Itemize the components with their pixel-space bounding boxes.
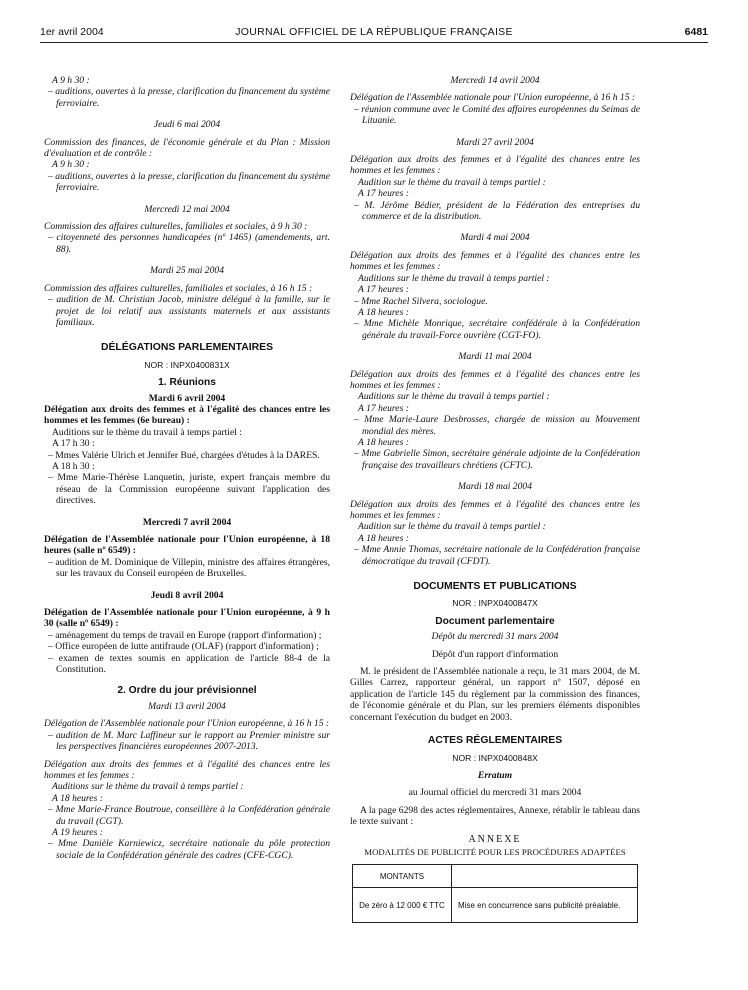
nor-reference: NOR : INPX0400847X (452, 598, 538, 609)
date-heading: Mardi 11 mai 2004 (458, 351, 532, 363)
section-title: ACTES RÉGLEMENTAIRES (427, 735, 563, 747)
time-line: A 18 heures : (52, 792, 103, 804)
erratum-subtitle: au Journal officiel du mercredi 31 mars 2004 (408, 787, 582, 799)
subsection-title: 1. Réunions (158, 377, 216, 389)
agenda-item: – audition de M. Dominique de Villepin, ministre des affaires étrangères, sur les travaux du Conseil européen de Bruxelles. (48, 556, 330, 580)
right-column (350, 75, 640, 923)
time-line: A 18 heures : (358, 306, 409, 318)
time-line: A 9 h 30 : (52, 75, 90, 86)
delegation-line: Délégation de l'Assemblée nationale pour l'Union européenne, à 16 h 15 : (44, 718, 330, 730)
delegation-line: Délégation de l'Assemblée nationale pour l'Union européenne, à 18 heures (salle nº 6549) : (44, 534, 330, 557)
subsection-title: 2. Ordre du jour prévisionnel (117, 685, 257, 697)
agenda-item: – Mme Gabrielle Simon, secrétaire générale adjointe de la Confédération française des travailleurs chrétiens (CFTC). (354, 448, 640, 471)
time-line: A 19 heures : (52, 826, 103, 838)
agenda-item: – Mme Rachel Silvera, sociologue. (354, 295, 488, 307)
agenda-item: – Mmes Valérie Ulrich et Jennifer Bué, chargées d'études à la DARES. (48, 449, 320, 461)
page-header (40, 26, 708, 43)
delegation-line: Délégation aux droits des femmes et à l'égalité des chances entre les hommes et les femmes (6e bureau) : (44, 403, 330, 427)
date-heading: Mercredi 12 mai 2004 (144, 203, 230, 215)
committee-line: Commission des affaires culturelles, familiales et sociales, à 16 h 15 : (44, 282, 313, 294)
date-heading: Mercredi 7 avril 2004 (142, 516, 232, 528)
time-line: A 17 h 30 : (52, 438, 95, 450)
section-title: DÉLÉGATIONS PARLEMENTAIRES (100, 342, 274, 354)
topic-line: Auditions sur le thème du travail à temps partiel : (358, 391, 550, 403)
date-heading: Mercredi 14 avril 2004 (450, 75, 540, 86)
subsection-title: Document parlementaire (435, 615, 555, 627)
date-heading: Mardi 4 mai 2004 (460, 232, 530, 244)
header-date: 1er avril 2004 (40, 26, 104, 38)
erratum-title: Erratum (477, 769, 513, 781)
agenda-item: – aménagement du temps de travail en Europe (rapport d'information) ; (48, 629, 322, 641)
agenda-item: – Mme Marie-France Boutroue, conseillère à la Confédération générale du travail (CGT). (48, 804, 330, 827)
annexe-title: ANNEXE (468, 833, 522, 845)
agenda-item: – M. Jérôme Bédier, président de la Fédération des entreprises du commerce et de la distribution. (354, 199, 640, 223)
page-number: 6481 (684, 26, 708, 38)
delegation-line: Délégation aux droits des femmes et à l'égalité des chances entre les hommes et les femmes : (350, 154, 640, 177)
delegation-line: Délégation de l'Assemblée nationale pour l'Union européenne, à 9 h 30 (salle nº 6549) : (44, 607, 330, 630)
topic-line: Auditions sur le thème du travail à temps partiel : (52, 781, 244, 793)
time-line: A 17 heures : (358, 402, 409, 414)
topic-line: Auditions sur le thème du travail à temps partiel : (358, 272, 550, 284)
agenda-item: – réunion commune avec le Comité des affaires européennes du Seimas de Lituanie. (354, 103, 640, 127)
table-header-amount: MONTANTS (353, 865, 452, 888)
committee-line: Commission des finances, de l'économie générale et du Plan : Mission d'évaluation et de contrôle : (44, 136, 330, 160)
header-title: JOURNAL OFFICIEL DE LA RÉPUBLIQUE FRANÇAISE (235, 26, 513, 38)
agenda-item: – Mme Marie-Laure Desbrosses, chargée de mission au Mouvement mondial des mères. (354, 414, 640, 437)
agenda-item: – examen de textes soumis en application de l'article 88-4 de la Constitution. (48, 652, 330, 676)
table-cell-amount: De zéro à 12 000 € TTC (353, 888, 452, 923)
delegation-line: Délégation aux droits des femmes et à l'égalité des chances entre les hommes et les femmes : (350, 249, 640, 273)
time-line: A 18 heures : (358, 436, 409, 448)
annexe-subtitle: MODALITÉS DE PUBLICITÉ POUR LES PROCÉDURES ADAPTÉES (364, 846, 626, 857)
deposit-text: M. le président de l'Assemblée nationale a reçu, le 31 mars 2004, de M. Gilles Carrez, rapporteur général, un rapport nº 1507, déposé en application de l'article 145 du règlement par la commission des finances, de l'économie générale et du Plan, sur les premiers éléments disponibles concernant l'exécution du budget en 2003. (350, 666, 640, 723)
erratum-text: A la page 6298 des actes réglementaires, Annexe, rétablir le tableau dans le texte suivant : (350, 804, 640, 828)
delegation-line: Délégation de l'Assemblée nationale pour l'Union européenne, à 16 h 15 : (350, 92, 636, 104)
agenda-item: – auditions, ouvertes à la presse, clarification du financement du système ferroviaire. (48, 170, 330, 194)
time-line: A 18 heures : (358, 532, 409, 544)
time-line: A 17 heures : (358, 188, 409, 200)
date-heading: Jeudi 6 mai 2004 (153, 119, 221, 131)
table-header-empty (452, 865, 638, 888)
agenda-item: – Mme Michèle Monrique, secrétaire confédérale à la Confédération générale du travail-Force ouvrière (CGT-FO). (354, 318, 640, 341)
topic-line: Audition sur le thème du travail à temps partiel : (358, 176, 546, 188)
time-line: A 18 h 30 : (52, 460, 95, 472)
delegation-line: Délégation aux droits des femmes et à l'égalité des chances entre les hommes et les femmes : (350, 368, 640, 391)
date-heading: Mardi 18 mai 2004 (458, 481, 532, 493)
nor-reference: NOR : INPX0400848X (452, 752, 538, 763)
agenda-item: – Office européen de lutte antifraude (OLAF) (rapport d'information) ; (48, 641, 319, 653)
date-heading: Jeudi 8 avril 2004 (150, 589, 224, 601)
topic-line: Audition sur le thème du travail à temps partiel : (358, 521, 546, 533)
delegation-line: Délégation aux droits des femmes et à l'égalité des chances entre les hommes et les femmes : (44, 758, 330, 781)
procedures-table (352, 864, 638, 923)
agenda-item: – Mme Danièle Karniewicz, secrétaire nationale du pôle protection sociale de la Confédération générale des cadres (CFE-CGC). (48, 838, 330, 861)
agenda-item: – Mme Annie Thomas, secrétaire nationale de la Confédération française démocratique du travail (CFDT). (354, 544, 640, 567)
date-heading: Mardi 13 avril 2004 (148, 700, 226, 712)
date-heading: Mardi 25 mai 2004 (150, 265, 224, 277)
committee-line: Commission des affaires culturelles, familiales et sociales, à 9 h 30 : (44, 221, 308, 233)
agenda-item: – auditions, ouvertes à la presse, clarification du financement du système ferroviaire. (48, 86, 330, 109)
time-line: A 17 heures : (358, 284, 409, 296)
topic-line: Auditions sur le thème du travail à temps partiel : (52, 426, 242, 438)
agenda-item: – Mme Marie-Thérèse Lanquetin, juriste, expert français membre du réseau de la Commission européenne suivant l'application des directives. (48, 472, 330, 507)
date-heading: Dépôt du mercredi 31 mars 2004 (431, 631, 559, 643)
table-cell-procedure: Mise en concurrence sans publicité préalable. (452, 888, 638, 923)
time-line: A 9 h 30 : (52, 159, 90, 171)
left-column (44, 75, 330, 861)
deposit-heading: Dépôt d'un rapport d'information (431, 648, 559, 660)
agenda-item: – audition de M. Christian Jacob, ministre délégué à la famille, sur le projet de loi relatif aux assistants maternels et aux assistants familiaux. (48, 294, 330, 328)
section-title: DOCUMENTS ET PUBLICATIONS (413, 581, 577, 593)
date-heading: Mardi 27 avril 2004 (456, 136, 534, 148)
nor-reference: NOR : INPX0400831X (144, 359, 230, 370)
date-heading: Mardi 6 avril 2004 (148, 392, 226, 404)
agenda-item: – audition de M. Marc Laffineur sur le rapport au Premier ministre sur les perspectives financières européennes 2007-2013. (48, 729, 330, 753)
agenda-item: – citoyenneté des personnes handicapées (nº 1465) (amendements, art. 88). (48, 232, 330, 255)
delegation-line: Délégation aux droits des femmes et à l'égalité des chances entre les hommes et les femmes : (350, 498, 640, 521)
